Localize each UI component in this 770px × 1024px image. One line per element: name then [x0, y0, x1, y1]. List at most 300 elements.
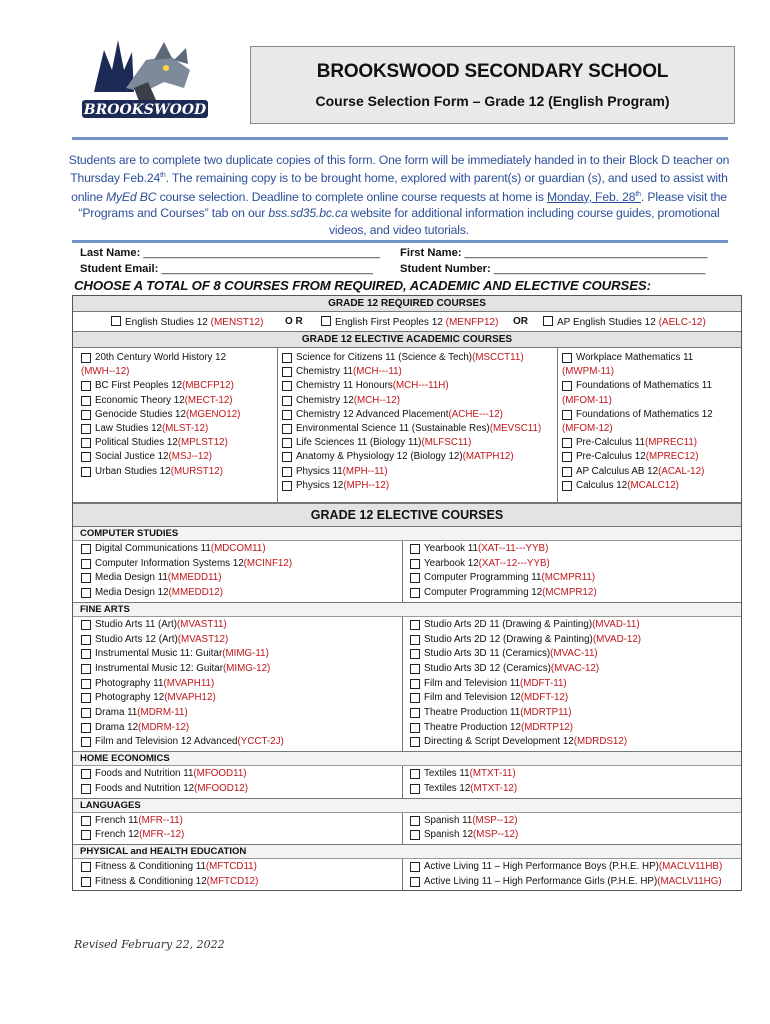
course-name: Studio Arts 12 (Art) [95, 633, 178, 645]
course-name: Science for Citizens 11 (Science & Tech) [296, 352, 473, 363]
checkbox[interactable] [81, 396, 91, 406]
course-code-line [562, 394, 741, 408]
course-code: (AELC-12) [658, 317, 706, 328]
course-name: Instrumental Music 12: Guitar [95, 662, 223, 674]
checkbox[interactable] [81, 573, 91, 583]
course-code: (MCH---11) [352, 366, 402, 378]
course-code: (MLST-12) [162, 423, 209, 435]
required-row [73, 312, 741, 332]
checkbox[interactable] [410, 708, 420, 718]
course-code: (MECT-12) [184, 394, 233, 406]
course-code: (MWPM-11) [562, 366, 615, 378]
course-option[interactable] [282, 422, 557, 436]
course-option[interactable] [410, 691, 741, 706]
course-name: Chemistry 12 Advanced Placement [296, 408, 449, 420]
course-code: (MFR--11) [138, 814, 183, 826]
checkbox[interactable] [81, 353, 91, 363]
checkbox[interactable] [410, 635, 420, 645]
course-name: Active Living 11 – High Performance Girls (P.H.E. HP) [424, 875, 658, 887]
checkbox[interactable] [562, 410, 572, 420]
course-code: (MSP--12) [472, 814, 518, 826]
student-number-blank[interactable]: __________________________________ [493, 262, 706, 275]
student-fields [80, 246, 730, 277]
electives-header: GRADE 12 ELECTIVE COURSES [73, 503, 741, 527]
course-name: BC First Peoples 12 [95, 380, 183, 392]
course-table [72, 295, 742, 891]
checkbox[interactable] [81, 438, 91, 448]
checkbox[interactable] [282, 381, 292, 391]
course-name: Computer Information Systems 12 [95, 557, 244, 569]
checkbox[interactable] [562, 467, 572, 477]
course-code: (MENFP12) [445, 317, 499, 328]
course-option[interactable] [81, 618, 402, 633]
course-option[interactable] [282, 450, 557, 464]
course-option[interactable] [81, 875, 402, 890]
category-body [73, 859, 741, 890]
academic-column-math [558, 348, 741, 502]
first-name-field[interactable] [400, 246, 730, 262]
course-option[interactable] [81, 351, 277, 365]
checkbox[interactable] [81, 816, 91, 826]
course-code: (MDRTP11) [520, 707, 572, 719]
course-code: (MDRTP12) [520, 721, 574, 733]
student-number-label: Student Number: [400, 262, 491, 275]
course-code: (MCINF12) [243, 557, 293, 569]
course-code: (MVAC-11) [550, 648, 598, 660]
checkbox[interactable] [282, 438, 292, 448]
course-option[interactable] [81, 677, 402, 692]
course-code: (MMEDD12) [168, 587, 223, 599]
course-code: (MVAPH12) [164, 692, 216, 704]
checkbox[interactable] [562, 438, 572, 448]
course-name: Studio Arts 11 (Art) [95, 618, 178, 630]
course-code-line [81, 365, 277, 379]
checkbox[interactable] [410, 830, 420, 840]
course-code: (MPH--12) [343, 479, 390, 491]
course-code: (MBCFP12) [182, 380, 234, 392]
checkbox[interactable] [410, 649, 420, 659]
course-code: (MACLV11HB) [658, 860, 723, 872]
category-fine-arts: FINE ARTS [73, 603, 741, 617]
course-code: (MDFT-12) [520, 692, 569, 704]
course-code: (ACHE---12) [448, 408, 503, 420]
course-option[interactable] [410, 542, 741, 557]
course-name: Computer Programming 12 [424, 587, 543, 599]
course-name: Pre-Calculus 12 [576, 451, 646, 463]
checkbox[interactable] [410, 573, 420, 583]
course-code: (MFTCD11) [205, 860, 257, 872]
course-option[interactable] [410, 860, 741, 875]
choose-heading: CHOOSE A TOTAL OF 8 COURSES FROM REQUIRED, ACADEMIC AND ELECTIVE COURSES: [74, 278, 651, 293]
course-option[interactable] [282, 394, 557, 408]
student-number-field[interactable] [400, 262, 730, 278]
course-name: Chemistry 12 [296, 394, 354, 406]
course-code: (MCH---11H) [392, 380, 449, 392]
course-name: Studio Arts 2D 12 (Drawing & Painting) [424, 633, 593, 645]
course-option[interactable] [410, 828, 741, 843]
course-code: (MTXT-11) [469, 768, 516, 780]
course-name: Textiles 11 [424, 768, 470, 780]
course-name: Fitness & Conditioning 11 [95, 860, 206, 872]
page-title: BROOKSWOOD SECONDARY SCHOOL [316, 61, 669, 82]
checkbox[interactable] [81, 862, 91, 872]
course-name: Anatomy & Physiology 12 (Biology 12) [296, 451, 463, 463]
checkbox[interactable] [81, 769, 91, 779]
wolf-icon [74, 30, 214, 126]
course-option[interactable] [562, 479, 741, 493]
course-name: Yearbook 12 [424, 557, 479, 569]
email-label: Student Email: [80, 262, 159, 275]
category-computer-studies: COMPUTER STUDIES [73, 527, 741, 541]
course-name: Media Design 12 [95, 587, 169, 599]
course-code: (MWH--12) [81, 366, 130, 378]
course-option[interactable] [81, 450, 277, 464]
course-code: (MFOOD11) [193, 768, 247, 780]
checkbox[interactable] [410, 877, 420, 887]
category-body [73, 541, 741, 603]
course-option[interactable] [81, 767, 402, 782]
course-code: (MVAST12) [177, 633, 229, 645]
course-name: Life Sciences 11 (Biology 11) [296, 437, 422, 449]
school-logo [74, 30, 214, 126]
checkbox[interactable] [81, 588, 91, 598]
checkbox[interactable] [321, 316, 331, 326]
course-option[interactable] [111, 316, 263, 328]
course-code: (MDCOM11) [210, 543, 266, 554]
checkbox[interactable] [410, 588, 420, 598]
course-option[interactable] [81, 814, 402, 829]
course-name: Yearbook 11 [424, 543, 478, 554]
course-name: Workplace Mathematics 11 [576, 352, 694, 363]
course-code: (MVAST11) [177, 618, 227, 630]
course-option[interactable] [562, 351, 741, 365]
checkbox[interactable] [562, 381, 572, 391]
checkbox[interactable] [282, 396, 292, 406]
course-name: Fitness & Conditioning 12 [95, 875, 207, 887]
course-name: English First Peoples 12 [335, 317, 446, 328]
myed-text: MyEd BC [105, 189, 157, 204]
course-code: (MDFT-11) [520, 677, 567, 689]
course-code: (MDRM-11) [137, 707, 188, 719]
course-option[interactable] [562, 450, 741, 464]
course-name: Economic Theory 12 [95, 394, 185, 406]
course-name: Pre-Calculus 11 [576, 437, 645, 449]
checkbox[interactable] [81, 649, 91, 659]
course-option[interactable] [81, 721, 402, 736]
course-option[interactable] [410, 571, 741, 586]
checkbox[interactable] [410, 559, 420, 569]
divider [72, 240, 728, 243]
course-option[interactable] [81, 735, 402, 750]
course-option[interactable] [282, 379, 557, 393]
checkbox[interactable] [81, 877, 91, 887]
category-physical-health-education: PHYSICAL and HEALTH EDUCATION [73, 845, 741, 859]
course-code: (MIMG-12) [222, 662, 271, 674]
course-option[interactable] [81, 408, 277, 422]
course-name: Physics 11 [296, 465, 343, 477]
course-name: Foods and Nutrition 12 [95, 782, 195, 794]
intro-text: . Please visit the “Programs and Courses” tab on our [78, 189, 727, 221]
course-option[interactable] [81, 465, 277, 479]
course-option[interactable] [410, 618, 741, 633]
course-code: (MMEDD11) [167, 572, 222, 584]
email-blank[interactable]: __________________________________ [161, 262, 373, 275]
course-name: Photography 11 [95, 677, 164, 689]
course-code: (MVAD-12) [592, 633, 642, 645]
course-option[interactable] [282, 436, 557, 450]
first-name-label: First Name: [400, 247, 462, 259]
course-name: AP English Studies 12 [557, 317, 659, 328]
course-option[interactable] [81, 394, 277, 408]
or-label: OR [513, 316, 528, 327]
deadline-text: Monday, Feb. 28 [547, 189, 636, 204]
checkbox[interactable] [81, 723, 91, 733]
course-name: Digital Communications 11 [95, 543, 211, 554]
course-option[interactable] [410, 647, 741, 662]
course-code: (MVAD-11) [592, 618, 640, 630]
course-name: Chemistry 11 Honours [296, 380, 393, 392]
course-option[interactable] [410, 814, 741, 829]
checkbox[interactable] [282, 353, 292, 363]
course-name: Theatre Production 12 [424, 721, 521, 733]
checkbox[interactable] [282, 467, 292, 477]
course-name: Drama 11 [95, 707, 138, 719]
course-option[interactable] [81, 571, 402, 586]
course-option[interactable] [81, 828, 402, 843]
course-name: Instrumental Music 11: Guitar [95, 648, 223, 660]
course-option[interactable] [410, 782, 741, 797]
checkbox[interactable] [81, 784, 91, 794]
checkbox[interactable] [562, 353, 572, 363]
course-code: (MSJ--12) [168, 451, 213, 463]
course-option[interactable] [282, 365, 557, 379]
course-name: Environmental Science 11 (Sustainable Res) [296, 423, 490, 435]
last-name-blank[interactable]: ______________________________________ [143, 247, 380, 259]
course-code: (MSP--12) [473, 829, 519, 841]
checkbox[interactable] [282, 452, 292, 462]
course-name: Drama 12 [95, 721, 139, 733]
course-option[interactable] [81, 782, 402, 797]
checkbox[interactable] [410, 679, 420, 689]
course-option[interactable] [410, 677, 741, 692]
checkbox[interactable] [282, 410, 292, 420]
checkbox[interactable] [410, 737, 420, 747]
checkbox[interactable] [81, 559, 91, 569]
checkbox[interactable] [81, 452, 91, 462]
revision-date: Revised February 22, 2022 [74, 938, 225, 951]
course-name: Social Justice 12 [95, 451, 169, 463]
course-code: (MVAPH11) [163, 677, 215, 689]
checkbox[interactable] [81, 664, 91, 674]
course-name: Active Living 11 – High Performance Boys (P.H.E. HP) [424, 860, 659, 872]
course-option[interactable] [81, 422, 277, 436]
course-name: 20th Century World History 12 [95, 352, 227, 363]
intro-text: website for additional information including course guides, promotional videos, and video tutorials. [328, 206, 720, 237]
checkbox[interactable] [562, 481, 572, 491]
checkbox[interactable] [282, 424, 292, 434]
course-code: (MPREC12) [645, 451, 699, 463]
course-option[interactable] [410, 735, 741, 750]
course-name: French 11 [95, 814, 139, 826]
course-name: Studio Arts 3D 11 (Ceramics) [424, 648, 551, 660]
course-code: (MENST12) [210, 317, 264, 328]
checkbox[interactable] [410, 620, 420, 630]
course-option[interactable] [410, 721, 741, 736]
course-name: Spanish 11 [424, 814, 473, 826]
checkbox[interactable] [81, 620, 91, 630]
course-name: Film and Television 12 [424, 692, 521, 704]
checkbox[interactable] [410, 544, 420, 554]
course-option[interactable] [410, 706, 741, 721]
page-subtitle: Course Selection Form – Grade 12 (English Program) [315, 93, 670, 109]
course-option[interactable] [81, 586, 402, 601]
course-option[interactable] [81, 691, 402, 706]
course-name: French 12 [95, 829, 140, 841]
checkbox[interactable] [81, 544, 91, 554]
course-name: Foundations of Mathematics 12 [576, 408, 713, 420]
course-option[interactable] [81, 633, 402, 648]
course-option[interactable] [410, 557, 741, 572]
course-code: (XAT--12---YYB) [478, 557, 550, 569]
checkbox[interactable] [81, 737, 91, 747]
checkbox[interactable] [81, 381, 91, 391]
course-option[interactable] [410, 662, 741, 677]
course-code-line [562, 422, 741, 436]
course-option[interactable] [81, 557, 402, 572]
course-code: (MFTCD12) [206, 875, 259, 887]
course-option[interactable] [321, 316, 498, 328]
checkbox[interactable] [410, 816, 420, 826]
course-option[interactable] [543, 316, 706, 328]
course-name: Calculus 12 [576, 479, 628, 491]
course-option[interactable] [282, 351, 557, 365]
course-option[interactable] [81, 542, 402, 557]
course-option[interactable] [81, 647, 402, 662]
course-code: (MURST12) [170, 465, 223, 477]
course-name: Foundations of Mathematics 11 [576, 380, 712, 392]
course-code: (MFOM-11) [562, 394, 612, 406]
course-option[interactable] [81, 662, 402, 677]
academic-column-science [278, 348, 558, 502]
checkbox[interactable] [81, 679, 91, 689]
course-option[interactable] [410, 586, 741, 601]
last-name-field[interactable] [80, 246, 400, 262]
course-code: (MFOM-12) [562, 423, 613, 435]
superscript: th [160, 172, 166, 180]
checkbox[interactable] [81, 467, 91, 477]
checkbox[interactable] [543, 316, 553, 326]
checkbox[interactable] [81, 708, 91, 718]
course-name: Computer Programming 11 [424, 572, 542, 584]
checkbox[interactable] [410, 769, 420, 779]
course-option[interactable] [81, 860, 402, 875]
course-code: (MLFSC11) [421, 437, 472, 449]
course-name: Spanish 12 [424, 829, 474, 841]
course-name: Studio Arts 3D 12 (Ceramics) [424, 662, 551, 674]
intro-text: course selection. Deadline to complete online course requests at home is [156, 189, 548, 204]
course-code: (MACLV11HG) [657, 875, 722, 887]
academic-header: GRADE 12 ELECTIVE ACADEMIC COURSES [73, 332, 741, 348]
course-code: (MVAC-12) [550, 662, 600, 674]
course-option[interactable] [410, 633, 741, 648]
checkbox[interactable] [410, 784, 420, 794]
course-name: Film and Television 11 [424, 677, 521, 689]
course-code: (MDRDS12) [573, 736, 628, 748]
checkbox[interactable] [282, 367, 292, 377]
checkbox[interactable] [81, 693, 91, 703]
checkbox[interactable] [111, 316, 121, 326]
course-option[interactable] [562, 465, 741, 479]
course-name: Urban Studies 12 [95, 465, 171, 477]
course-name: Studio Arts 2D 11 (Drawing & Painting) [424, 618, 593, 630]
course-option[interactable] [81, 706, 402, 721]
course-option[interactable] [562, 379, 741, 393]
course-name: Genocide Studies 12 [95, 408, 186, 420]
course-code: (MDRM-12) [138, 721, 190, 733]
course-name: Law Studies 12 [95, 423, 162, 435]
email-field[interactable] [80, 262, 400, 278]
instructions [66, 152, 732, 238]
course-option[interactable] [410, 875, 741, 890]
academic-grid [73, 348, 741, 503]
first-name-blank[interactable]: _______________________________________ [464, 247, 708, 259]
checkbox[interactable] [410, 723, 420, 733]
course-option[interactable] [410, 767, 741, 782]
course-option[interactable] [282, 408, 557, 422]
checkbox[interactable] [81, 830, 91, 840]
checkbox[interactable] [562, 452, 572, 462]
checkbox[interactable] [410, 664, 420, 674]
course-code: (MPH--11) [342, 465, 388, 477]
course-code-line [562, 365, 741, 379]
course-code: (XAT--11---YYB) [477, 543, 549, 554]
course-option[interactable] [282, 479, 557, 493]
course-code: (MGENO12) [185, 408, 241, 420]
course-name: Political Studies 12 [95, 437, 178, 449]
course-name: Film and Television 12 Advanced [95, 736, 238, 748]
course-name: Media Design 11 [95, 572, 168, 584]
course-option[interactable] [81, 436, 277, 450]
course-code: (MPREC11) [644, 437, 698, 449]
course-option[interactable] [562, 436, 741, 450]
course-name: English Studies 12 [125, 317, 211, 328]
checkbox[interactable] [81, 635, 91, 645]
course-code: (MTXT-12) [470, 782, 518, 794]
course-option[interactable] [562, 408, 741, 422]
course-option[interactable] [81, 379, 277, 393]
course-code: (MCH--12) [353, 394, 400, 406]
course-name: AP Calculus AB 12 [576, 465, 659, 477]
course-option[interactable] [282, 465, 557, 479]
course-code: (MPLST12) [177, 437, 228, 449]
intro-text: . The remaining copy is to be brought home, explored with parent(s) or guardian (s), and used to assist with online [71, 171, 728, 204]
course-name: Theatre Production 11 [424, 707, 521, 719]
logo-text: BROOKSWOOD [83, 102, 207, 118]
course-name: Textiles 12 [424, 782, 471, 794]
course-name: Photography 12 [95, 692, 165, 704]
checkbox[interactable] [81, 424, 91, 434]
checkbox[interactable] [410, 693, 420, 703]
checkbox[interactable] [282, 481, 292, 491]
intro-text: Students are to complete two duplicate copies of this form. One form will be immediately handed in to their Block D teacher on Thursday Feb.24 [68, 153, 730, 186]
website-link[interactable]: bss.sd35.bc.ca [268, 206, 348, 221]
course-code: (ACAL-12) [658, 465, 705, 477]
checkbox[interactable] [410, 862, 420, 872]
course-code: (MEVSC11) [489, 423, 542, 435]
category-languages: LANGUAGES [73, 799, 741, 813]
checkbox[interactable] [81, 410, 91, 420]
course-code: (MSCCT11) [472, 352, 524, 363]
